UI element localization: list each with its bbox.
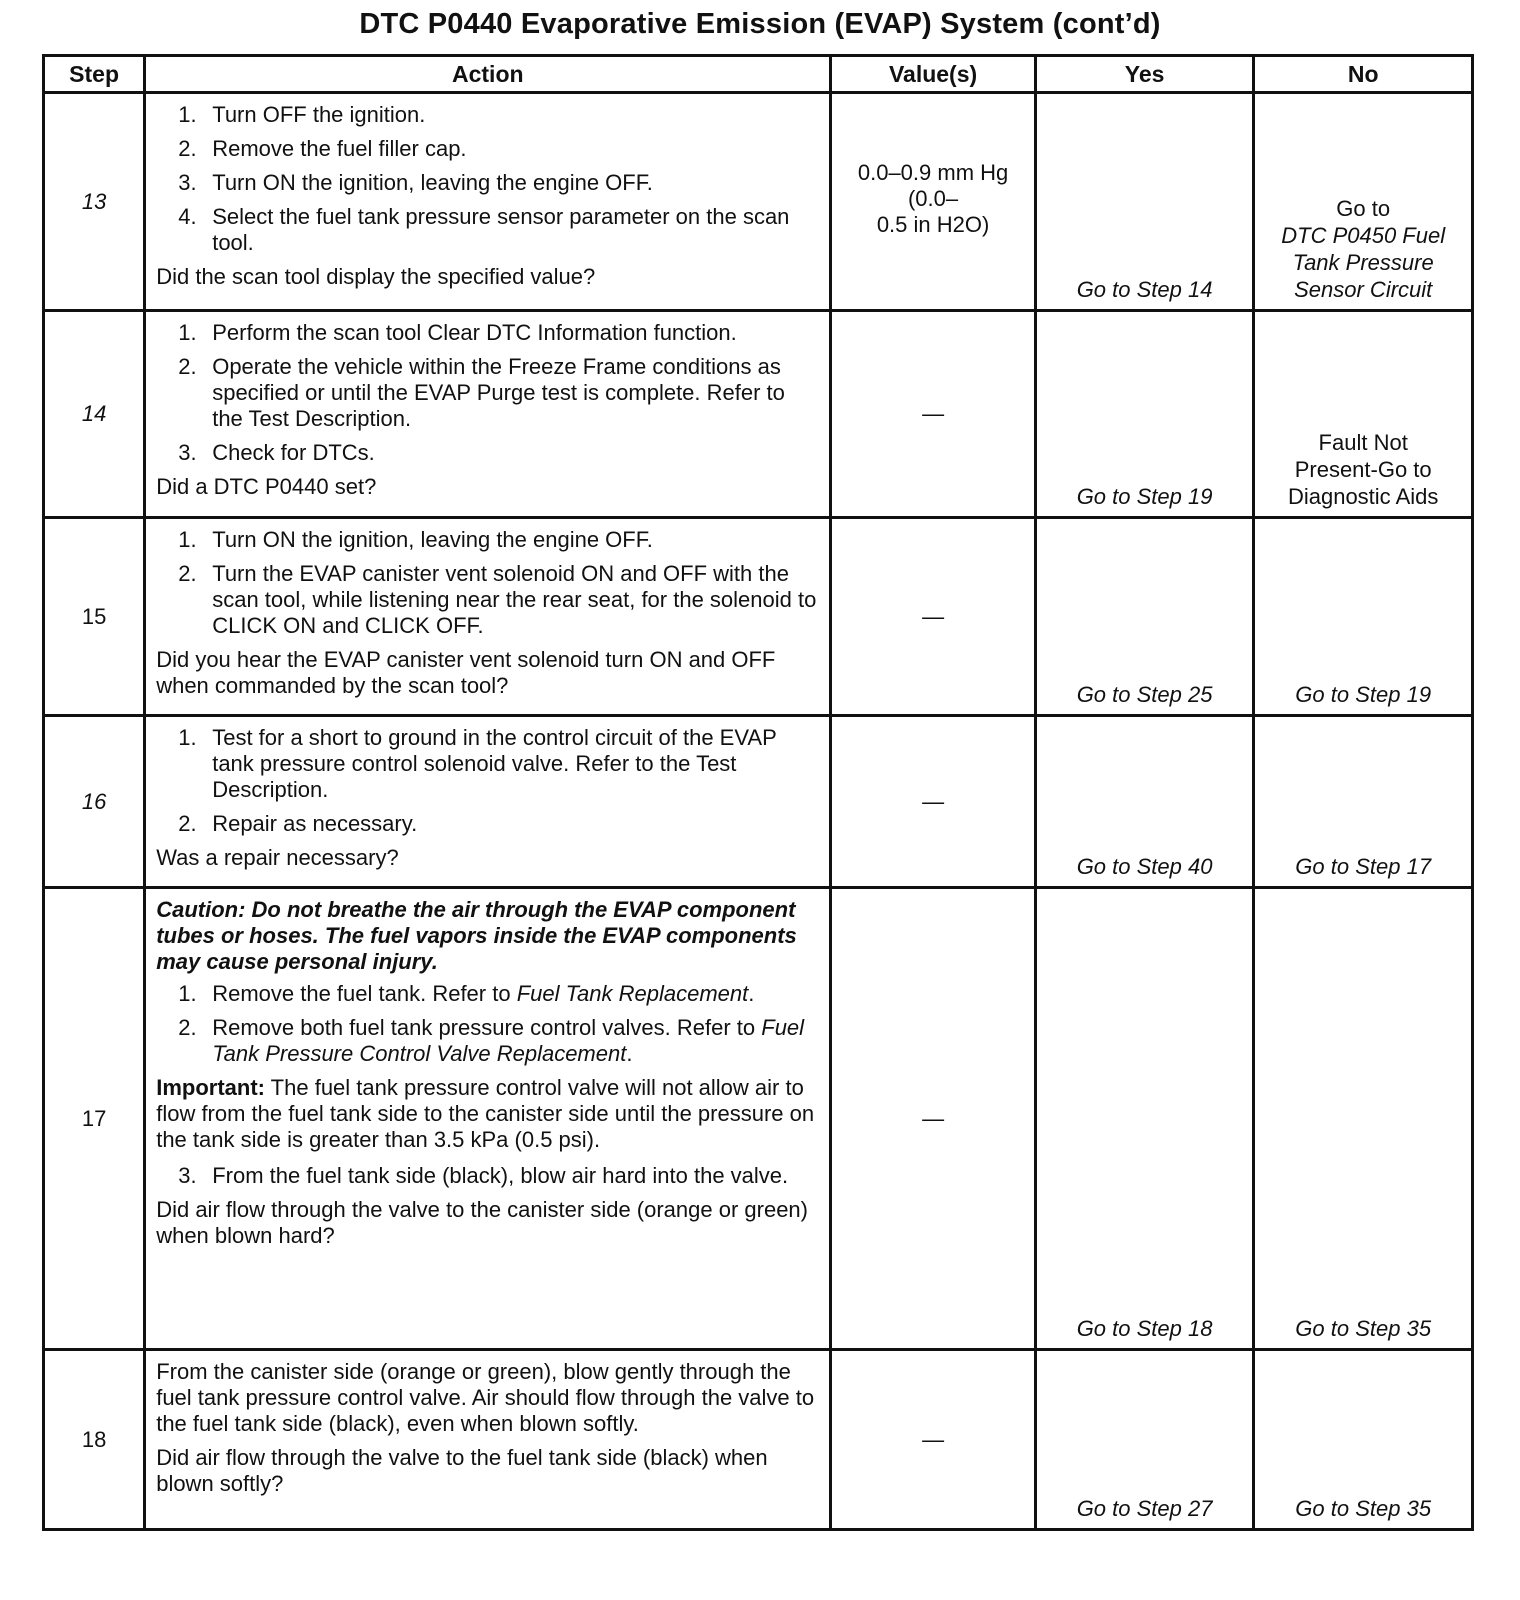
yes-link[interactable]: Go to Step 25	[1076, 682, 1213, 707]
action-item	[156, 1163, 821, 1189]
item-number: 1.	[178, 102, 197, 127]
item-number: 4.	[178, 204, 197, 229]
question-text: Did a DTC P0440 set?	[156, 474, 377, 499]
item-number: 3.	[178, 1163, 197, 1188]
no-line[interactable]: DTC P0450 Fuel	[1281, 223, 1446, 248]
table-header-row	[44, 56, 1473, 93]
action-cell	[145, 311, 831, 518]
action-item	[156, 320, 821, 346]
header-step: Step	[44, 56, 145, 93]
item-number: 3.	[178, 440, 197, 465]
table-row-step-14	[44, 311, 1473, 518]
action-cell	[145, 1350, 831, 1530]
value-line: (0.0–	[907, 186, 959, 211]
no-link[interactable]: Go to Step 35	[1295, 1496, 1432, 1521]
no-cell	[1254, 93, 1473, 311]
important-text: The fuel tank pressure control valve will not allow air to flow from the fuel tank side to the canister side until the pressure on the tank side is greater than 3.5 kPa (0.5 psi).	[156, 1075, 815, 1152]
no-line[interactable]: Sensor Circuit	[1294, 277, 1433, 302]
action-cell	[145, 888, 831, 1350]
yes-link[interactable]: Go to Step 40	[1076, 854, 1213, 879]
item-text: Select the fuel tank pressure sensor parameter on the scan tool.	[212, 204, 790, 255]
item-text: Test for a short to ground in the control circuit of the EVAP tank pressure control solenoid valve. Refer to the Test Description.	[212, 725, 777, 802]
item-number: 2.	[178, 136, 197, 161]
step-number: 16	[44, 716, 145, 888]
item-number: 2.	[178, 561, 197, 586]
yes-cell	[1035, 716, 1254, 888]
table-row-step-15	[44, 518, 1473, 716]
step-number: 15	[44, 518, 145, 716]
item-text: Remove the fuel filler cap.	[212, 136, 467, 161]
step-number: 13	[44, 93, 145, 311]
item-text-end: .	[626, 1041, 633, 1066]
value-line: 0.5 in H2O)	[876, 212, 990, 237]
header-yes: Yes	[1035, 56, 1254, 93]
value-cell: —	[831, 518, 1035, 716]
item-text: Remove both fuel tank pressure control valves. Refer to	[212, 1015, 762, 1040]
item-text: Turn ON the ignition, leaving the engine OFF.	[212, 170, 653, 195]
item-text: Check for DTCs.	[212, 440, 375, 465]
item-text: Operate the vehicle within the Freeze Frame conditions as specified or until the EVAP Purge test is complete. Refer to the Test Description.	[212, 354, 785, 431]
step-number: 17	[44, 888, 145, 1350]
no-line[interactable]: Diagnostic Aids	[1287, 484, 1439, 509]
action-item	[156, 527, 821, 553]
item-text: Perform the scan tool Clear DTC Information function.	[212, 320, 737, 345]
no-link[interactable]: Go to Step 17	[1295, 854, 1432, 879]
action-cell	[145, 518, 831, 716]
item-number: 1.	[178, 527, 197, 552]
action-item	[156, 981, 821, 1007]
value-cell: —	[831, 1350, 1035, 1530]
value-cell: —	[831, 888, 1035, 1350]
value-line: 0.0–0.9 mm Hg	[857, 160, 1009, 185]
no-cell	[1254, 1350, 1473, 1530]
item-text: Turn OFF the ignition.	[212, 102, 426, 127]
caution-note: Caution: Do not breathe the air through the EVAP component tubes or hoses. The fuel vapors inside the EVAP components may cause personal injury.	[156, 897, 797, 974]
item-number: 1.	[178, 725, 197, 750]
yes-link[interactable]: Go to Step 14	[1076, 277, 1213, 302]
action-item	[156, 204, 821, 256]
yes-cell	[1035, 93, 1254, 311]
header-action: Action	[145, 56, 831, 93]
yes-link[interactable]: Go to Step 18	[1076, 1316, 1213, 1341]
value-cell	[831, 93, 1035, 311]
action-item	[156, 170, 821, 196]
question-text: Was a repair necessary?	[156, 845, 399, 870]
item-number: 1.	[178, 981, 197, 1006]
yes-link[interactable]: Go to Step 19	[1076, 484, 1213, 509]
header-values: Value(s)	[831, 56, 1035, 93]
table-row-step-18	[44, 1350, 1473, 1530]
no-cell	[1254, 311, 1473, 518]
no-line: Go to	[1336, 196, 1391, 221]
action-item	[156, 136, 821, 162]
instruction-paragraph: From the canister side (orange or green), blow gently through the fuel tank pressure control valve. Air should flow through the valve to the fuel tank side (black), even when blown softly.	[156, 1359, 815, 1436]
no-cell	[1254, 716, 1473, 888]
yes-link[interactable]: Go to Step 27	[1076, 1496, 1213, 1521]
action-item	[156, 1015, 821, 1067]
no-link[interactable]: Go to Step 35	[1295, 1316, 1432, 1341]
table-row-step-17	[44, 888, 1473, 1350]
no-line: Present-Go to	[1294, 457, 1432, 482]
action-item	[156, 725, 821, 803]
important-label: Important:	[156, 1075, 265, 1100]
no-link[interactable]: Go to Step 19	[1295, 682, 1432, 707]
no-cell	[1254, 518, 1473, 716]
diagnostic-table	[42, 54, 1474, 1531]
item-text: Repair as necessary.	[212, 811, 418, 836]
item-text-end: .	[748, 981, 755, 1006]
no-line[interactable]: Tank Pressure	[1292, 250, 1434, 275]
table-row-step-16	[44, 716, 1473, 888]
question-text: Did you hear the EVAP canister vent solenoid turn ON and OFF when commanded by the scan tool?	[156, 647, 776, 698]
question-text: Did the scan tool display the specified value?	[156, 264, 596, 289]
item-number: 2.	[178, 811, 197, 836]
no-line: Fault Not	[1318, 430, 1408, 455]
table-row-step-13	[44, 93, 1473, 311]
value-cell: —	[831, 311, 1035, 518]
item-text: Turn the EVAP canister vent solenoid ON and OFF with the scan tool, while listening near the rear seat, for the solenoid to CLICK ON and CLICK OFF.	[212, 561, 817, 638]
yes-cell	[1035, 1350, 1254, 1530]
yes-cell	[1035, 311, 1254, 518]
header-no: No	[1254, 56, 1473, 93]
item-text: Turn ON the ignition, leaving the engine OFF.	[212, 527, 653, 552]
page-title: DTC P0440 Evaporative Emission (EVAP) System (cont’d)	[359, 8, 1161, 40]
action-item	[156, 561, 821, 639]
yes-cell	[1035, 518, 1254, 716]
action-item	[156, 440, 821, 466]
step-number: 18	[44, 1350, 145, 1530]
reference-link[interactable]: Fuel Tank Replacement	[516, 981, 749, 1006]
item-text: From the fuel tank side (black), blow air hard into the valve.	[212, 1163, 789, 1188]
action-cell	[145, 93, 831, 311]
item-number: 2.	[178, 1015, 197, 1040]
step-number: 14	[44, 311, 145, 518]
important-note	[156, 1075, 821, 1153]
item-text: Remove the fuel tank. Refer to	[212, 981, 517, 1006]
reference-link[interactable]: Fuel Tank Pressure Control Valve Replacement	[212, 1015, 805, 1066]
question-text: Did air flow through the valve to the canister side (orange or green) when blown hard?	[156, 1197, 808, 1248]
action-item	[156, 354, 821, 432]
question-text: Did air flow through the valve to the fuel tank side (black) when blown softly?	[156, 1445, 768, 1496]
value-cell: —	[831, 716, 1035, 888]
action-cell	[145, 716, 831, 888]
action-item	[156, 811, 821, 837]
item-number: 2.	[178, 354, 197, 379]
action-item	[156, 102, 821, 128]
yes-cell	[1035, 888, 1254, 1350]
item-number: 3.	[178, 170, 197, 195]
no-cell	[1254, 888, 1473, 1350]
item-number: 1.	[178, 320, 197, 345]
